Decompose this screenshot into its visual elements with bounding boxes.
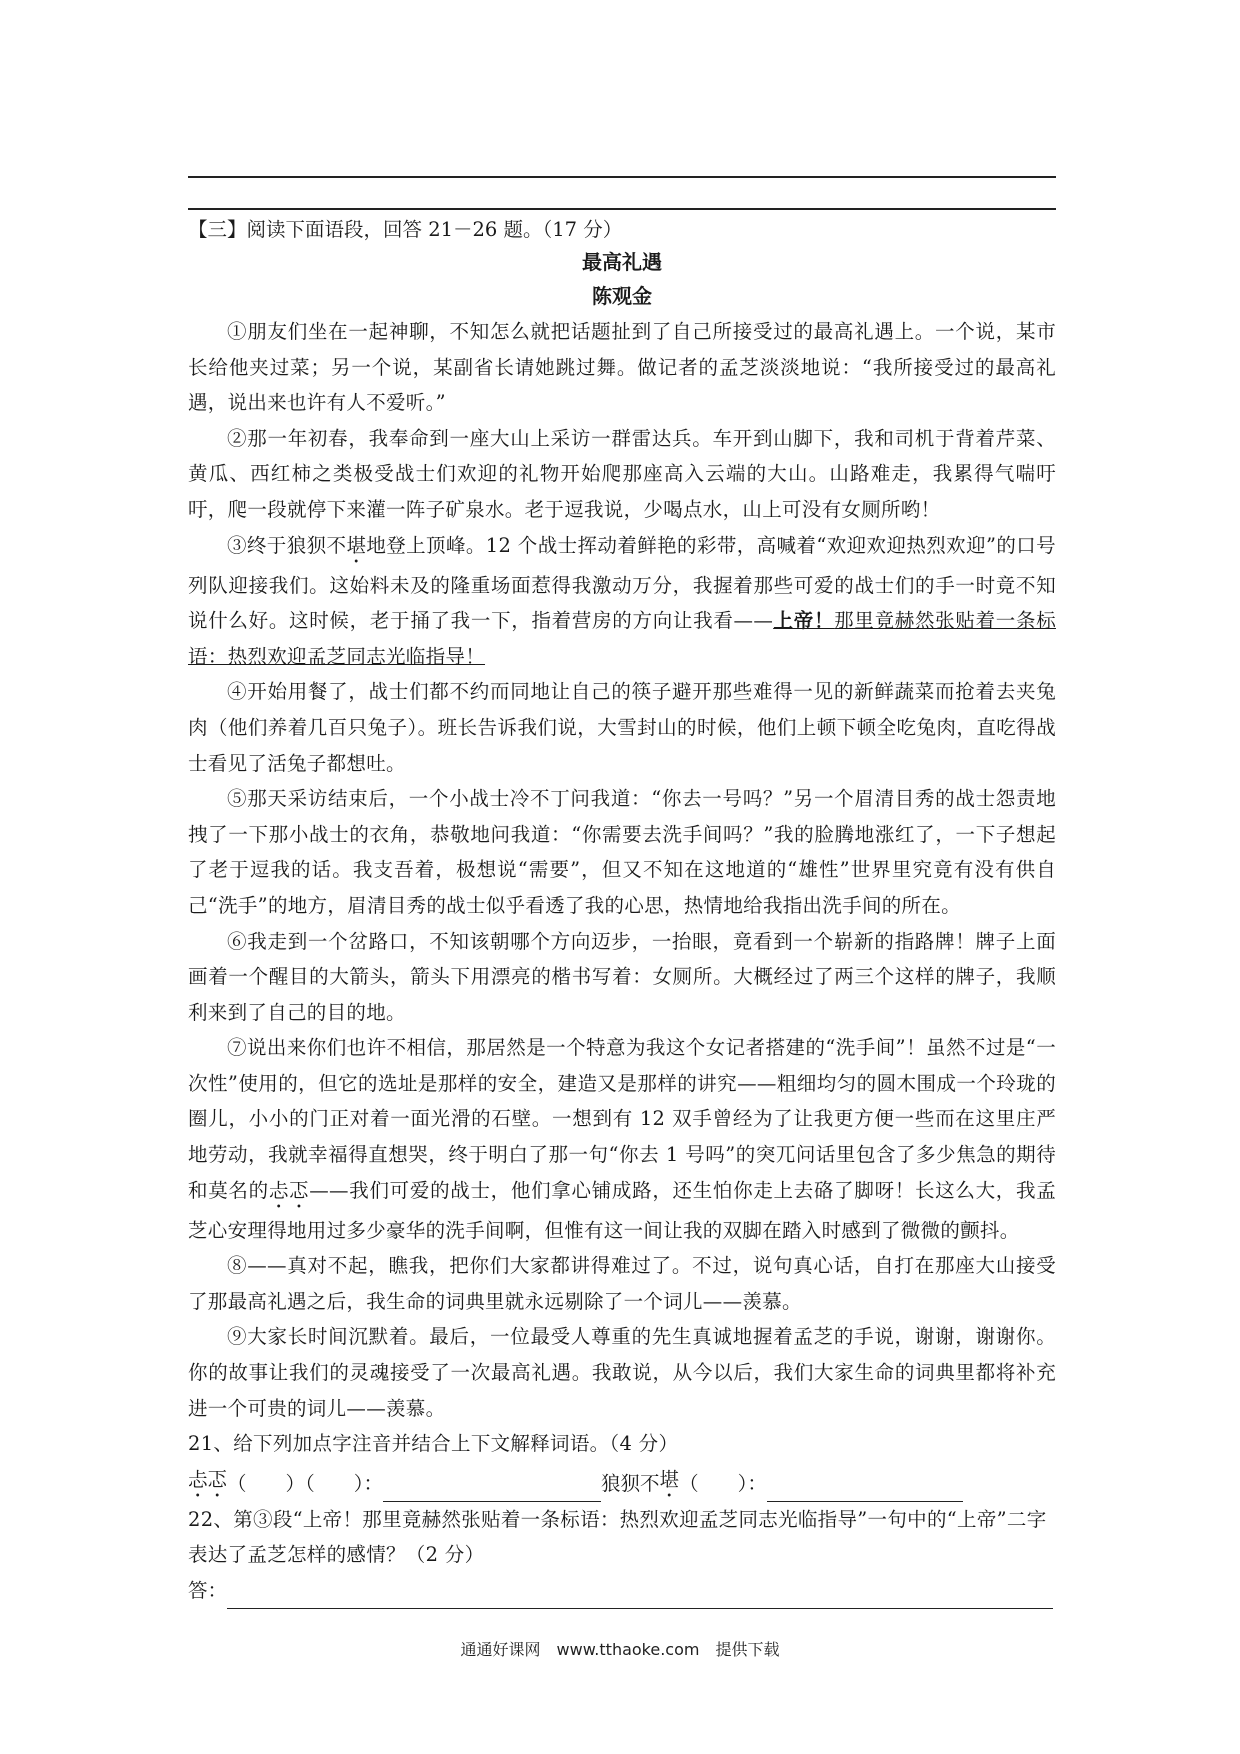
- article-title: 最高礼遇: [582, 250, 662, 274]
- q21-word-langbei-a: 狼狈不: [601, 1472, 660, 1496]
- paragraph-4: ④开始用餐了，战士们都不约而同地让自己的筷子避开那些难得一见的新鲜蔬菜而抢着去夹兔肉（他们养着几百只兔子）。班长告诉我们说，大雪封山的时候，他们上顿下顿全吃兔肉，直吃得战士看见了活兔子都想吐。: [188, 680, 1056, 775]
- paragraph-9: ⑨大家长时间沉默着。最后，一位最受人尊重的先生真诚地握着孟芝的手说，谢谢，谢谢你。你的故事让我们的灵魂接受了一次最高礼遇。我敢说，从今以后，我们大家生命的词典里都将补充进一个可贵的词儿——羡慕。: [188, 1325, 1056, 1420]
- paragraph-1: ①朋友们坐在一起神聊，不知怎么就把话题扯到了自己所接受过的最高礼遇上。一个说，某市长给他夹过菜；另一个说，某副省长请她跳过舞。做记者的孟芝淡淡地说：“我所接受过的最高礼遇，说出来也许有人不爱听。”: [188, 320, 1056, 415]
- page-footer: 通通好课网 www.tthaoke.com 提供下载: [460, 1640, 780, 1659]
- header-rule-bottom: [188, 208, 1056, 210]
- paragraph-3-part-b: 地登上顶峰。12 个战士挥动着鲜艳的彩带，高喊着“欢迎欢迎热烈欢迎”的口号列队迎接我们。这始料未及的隆重场面惹得我激动万分，我握着那些可爱的战士们的手一时竟不知说什么好。这时候，老于捅了我一下，指着营房的方向让我看——: [188, 533, 1056, 633]
- paragraph-3-part-a: ③终于狼狈不: [227, 533, 347, 557]
- paragraph-7-part-b: ——我们可爱的战士，他们拿心铺成路，还生怕你走上去硌了脚呀！长这么大，我孟芝心安理得地用过多少豪华的洗手间啊，但惟有这一间让我的双脚在踏入时感到了微微的颤抖。: [188, 1178, 1057, 1242]
- q21-answer-line-1[interactable]: [383, 1475, 601, 1502]
- answer-label: 答：: [188, 1579, 228, 1602]
- header-rule-top: [188, 176, 1056, 178]
- question-22-answer-row: [188, 1573, 1056, 1609]
- paragraph-7-part-a: ⑦说出来你们也许不相信，那居然是一个特意为我这个女记者搭建的“洗手间”！虽然不过是“一次性”使用的，但它的选址是那样的安全，建造又是那样的讲究——粗细均匀的圆木围成一个玲珑的圈儿，小小的门正对着一面光滑的石壁。一想到有 12 双手曾经为了让我更方便一些而在这里庄严地劳动，我就幸福得直想哭，终于明白了那一句“你去 1 号吗”的突兀问话里包含了多少焦急的期待和莫名的: [188, 1036, 1056, 1202]
- dotted-char-kan: 堪: [346, 533, 367, 557]
- q22-answer-line[interactable]: [227, 1582, 1053, 1609]
- q21-word-langbei-dot: 堪: [659, 1467, 680, 1491]
- section-intro: 【三】阅读下面语段，回答 21－26 题。（17 分）: [188, 218, 623, 241]
- exam-page: [188, 214, 1056, 1609]
- q21-pinyin-slot-2: （ ）：: [679, 1472, 767, 1496]
- question-21: 21、给下列加点字注音并结合上下文解释词语。（4 分）: [188, 1432, 679, 1456]
- paragraph-8: ⑧——真对不起，瞧我，把你们大家都讲得难过了。不过，说句真心话，自打在那座大山接受了那最高礼遇之后，我生命的词典里就永远剔除了一个词儿——羡慕。: [188, 1254, 1056, 1313]
- paragraph-3: [188, 528, 1056, 675]
- paragraph-7: [188, 1030, 1056, 1248]
- article-author: 陈观金: [592, 284, 652, 308]
- paragraph-6: ⑥我走到一个岔路口，不知该朝哪个方向迈步，一抬眼，竟看到一个崭新的指路牌！牌子上面画着一个醒目的大箭头，箭头下用漂亮的楷书写着：女厕所。大概经过了两三个这样的牌子，我顺利来到了自己的目的地。: [188, 929, 1056, 1024]
- question-21-blanks: [188, 1462, 1056, 1502]
- dotted-word-tante: 忐忑: [268, 1178, 310, 1202]
- underlined-slogan-sentence: 那里竟赫然张贴着一条标语：热烈欢迎孟芝同志光临指导！: [188, 609, 1056, 668]
- question-22: 22、第③段“上帝！那里竟赫然张贴着一条标语：热烈欢迎孟芝同志光临指导”一句中的“上帝”二字表达了孟芝怎样的感情？（2 分）: [188, 1507, 1047, 1567]
- q21-word-tante: 忐忑: [188, 1467, 228, 1491]
- paragraph-2: ②那一年初春，我奉命到一座大山上采访一群雷达兵。车开到山脚下，我和司机于背着芹菜、黄瓜、西红柿之类极受战士们欢迎的礼物开始爬那座高入云端的大山。山路难走，我累得气喘吁吁，爬一段就停下来灌一阵子矿泉水。老于逗我说，少喝点水，山上可没有女厕所哟！: [188, 426, 1056, 521]
- q21-pinyin-slots: （ ）（ ）：: [227, 1472, 384, 1496]
- paragraph-5: ⑤那天采访结束后，一个小战士冷不丁问我道：“你去一号吗？”另一个眉清目秀的战士怨责地拽了一下那小战士的衣角，恭敬地问我道：“你需要去洗手间吗？”我的脸腾地涨红了，一下子想起了老于逗我的话。我支吾着，极想说“需要”，但又不知在这地道的“雄性”世界里究竟有没有供自己“洗手”的地方，眉清目秀的战士似乎看透了我的心思，热情地给我指出洗手间的所在。: [188, 787, 1056, 917]
- q21-answer-line-2[interactable]: [767, 1475, 963, 1502]
- underlined-shangdi: 上帝！: [773, 609, 835, 633]
